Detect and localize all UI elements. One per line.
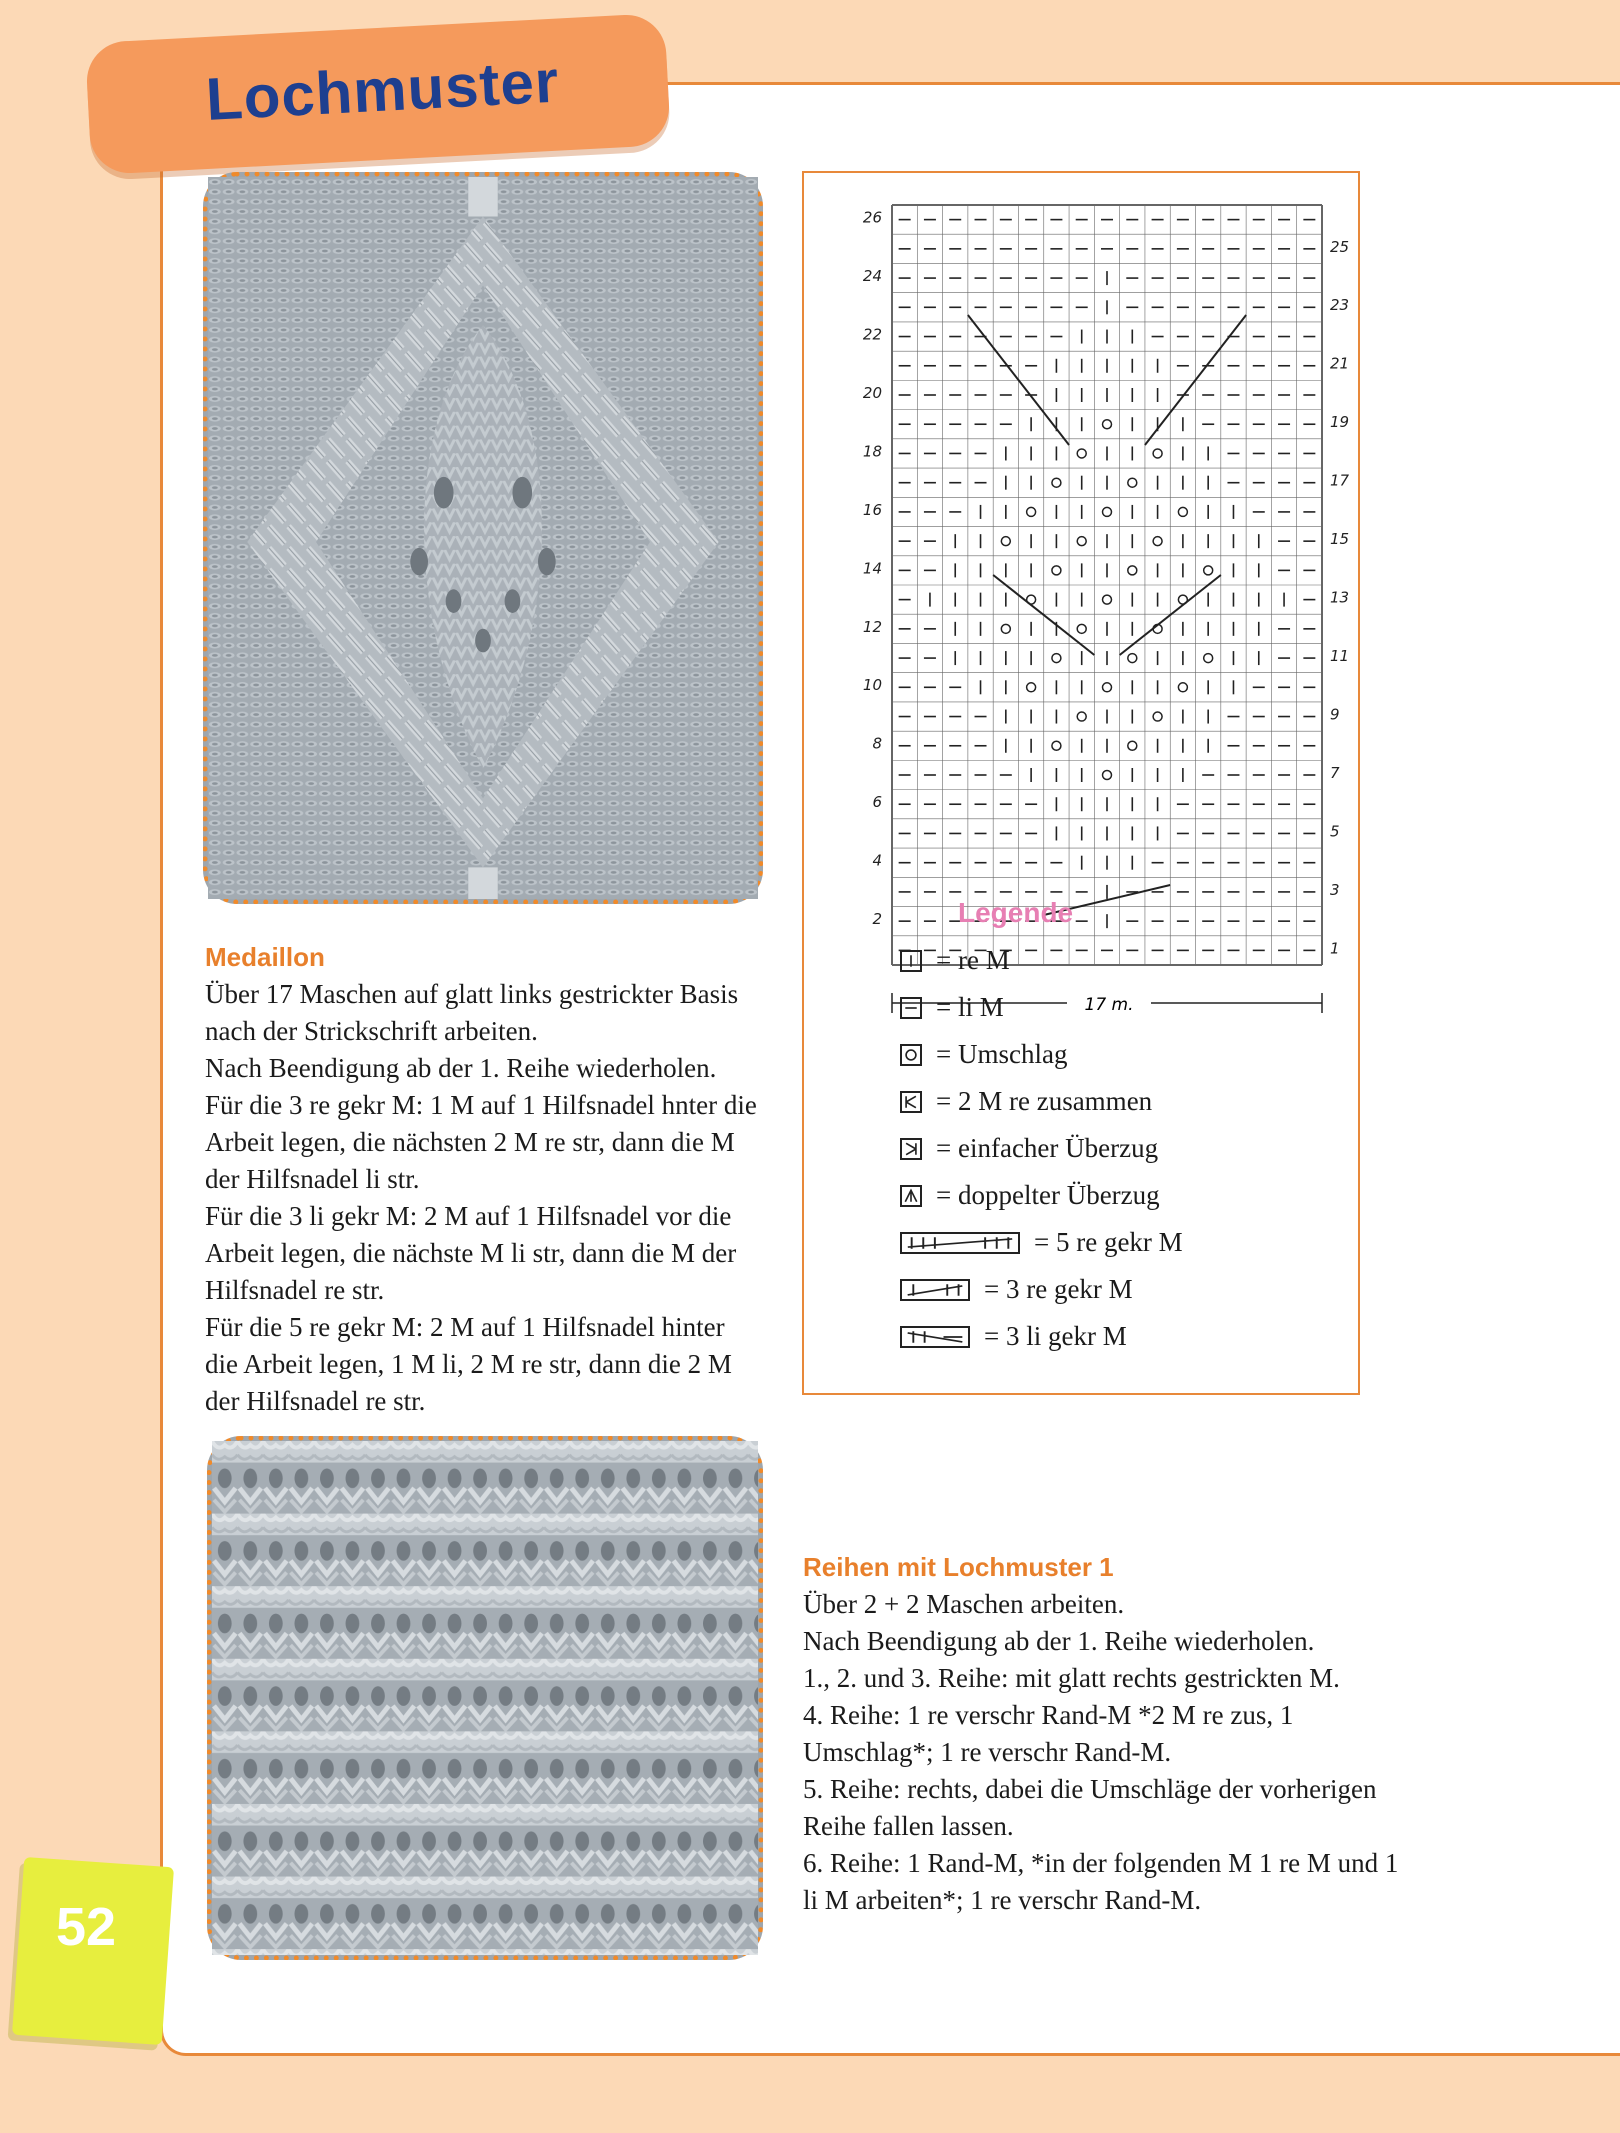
row-number-right: 17 [1330,471,1350,490]
row-number-left: 10 [862,676,882,695]
zusammen-icon [900,1091,922,1113]
row-number-left: 6 [872,793,882,812]
yarn-over-mark [1027,683,1036,692]
3-re-gekr-icon [900,1279,970,1301]
legend-label: = doppelter Überzug [936,1180,1160,1210]
yarn-over-mark [1052,741,1061,750]
yarn-over-mark [1052,566,1061,575]
legend-item [900,1266,1183,1313]
medaillon-line: Für die 5 re gekr M: 2 M auf 1 Hilfsnadel hinter [205,1312,725,1342]
legend-label: = 5 re gekr M [1034,1227,1183,1257]
row-number-right: 19 [1330,413,1350,432]
row-number-right: 7 [1330,763,1340,782]
row-number-left: 8 [872,734,882,753]
yarn-over-mark [1128,654,1137,663]
medaillon-line: der Hilfsnadel li str. [205,1164,420,1194]
row-number-right: 9 [1330,705,1340,724]
row-number-right: 1 [1330,939,1340,958]
row-number-left: 12 [862,617,882,636]
legend-item [900,1313,1183,1360]
row-number-right: 3 [1330,880,1340,899]
reihen-line: Über 2 + 2 Maschen arbeiten. [803,1589,1125,1619]
medaillon-line: Arbeit legen, die nächste M li str, dann die M der [205,1238,737,1268]
yarn-over-mark [1204,566,1213,575]
medaillon-line: Arbeit legen, die nächsten 2 M re str, dann die M [205,1127,735,1157]
chart-width-label: 17 m. [1084,995,1134,1015]
legend-label: = 3 li gekr M [984,1321,1127,1351]
3-li-gekr-icon [900,1326,970,1348]
reihen-line: li M arbeiten*; 1 re verschr Rand-M. [803,1885,1202,1915]
legend-label: = einfacher Überzug [936,1133,1159,1163]
legend-list [900,937,1183,1360]
yarn-over-mark [1178,507,1187,516]
reihen-line: 4. Reihe: 1 re verschr Rand-M *2 M re zus, 1 [803,1700,1294,1730]
row-number-left: 20 [862,383,882,402]
medaillon-line: die Arbeit legen, 1 M li, 2 M re str, dann die 2 M [205,1349,732,1379]
legend-item [900,1031,1183,1078]
yarn-over-mark [1077,712,1086,721]
page-title: Lochmuster [204,47,561,133]
yarn-over-mark [1128,566,1137,575]
yarn-over-mark [1103,595,1112,604]
page-number: 52 [56,1897,117,1957]
yarn-over-mark [1077,537,1086,546]
reihen-line: 5. Reihe: rechts, dabei die Umschläge der vorherigen [803,1774,1377,1804]
reihen-heading: Reihen mit Lochmuster 1 [803,1552,1114,1582]
ueberzug-icon [900,1138,922,1160]
legend-label: = 3 re gekr M [984,1274,1133,1304]
yarn-over-mark [1103,683,1112,692]
reihen-knit-image [212,1441,758,1955]
yarn-over-mark [1027,507,1036,516]
yarn-over-mark [1052,478,1061,487]
medaillon-knit-image [208,177,758,899]
yarn-over-mark [1103,771,1112,780]
legend-item [900,1219,1183,1266]
row-number-right: 21 [1330,354,1350,373]
row-number-right: 23 [1330,296,1350,315]
yarn-over-mark [1052,654,1061,663]
legend-label: = li M [936,992,1004,1022]
umschlag-icon [900,1044,922,1066]
medaillon-line: Hilfsnadel re str. [205,1275,385,1305]
reihen-line: 1., 2. und 3. Reihe: mit glatt rechts gestrickten M. [803,1663,1340,1693]
knitting-chart-box [802,171,1360,1395]
reihen-line: Reihe fallen lassen. [803,1811,1014,1841]
legend-item [900,1125,1183,1172]
legend-item [900,1172,1183,1219]
chart-grid [892,205,1322,965]
reihen-line: Umschlag*; 1 re verschr Rand-M. [803,1737,1172,1767]
legend-label: = Umschlag [936,1039,1068,1069]
medaillon-line: der Hilfsnadel re str. [205,1386,426,1416]
medaillon-swatch-photo [203,172,763,904]
medaillon-line: Für die 3 li gekr M: 2 M auf 1 Hilfsnadel vor die [205,1201,732,1231]
medaillon-instructions [205,976,765,1420]
yarn-over-mark [1128,741,1137,750]
row-labels-right [1330,238,1350,958]
row-number-right: 5 [1330,822,1340,841]
legend-item [900,1078,1183,1125]
yarn-over-mark [1103,420,1112,429]
row-number-left: 26 [862,208,882,227]
medaillon-line: Nach Beendigung ab der 1. Reihe wiederholen. [205,1053,717,1083]
row-number-right: 15 [1330,530,1350,549]
reihen-line: 6. Reihe: 1 Rand-M, *in der folgenden M 1 re M und 1 [803,1848,1399,1878]
medaillon-line: nach der Strickschrift arbeiten. [205,1016,538,1046]
reihen-instructions [803,1586,1423,1919]
row-number-left: 22 [862,325,882,344]
row-number-left: 2 [872,910,882,929]
row-number-right: 11 [1330,647,1350,665]
row-number-left: 14 [862,559,882,578]
yarn-over-mark [1153,537,1162,546]
legend-item [900,984,1183,1031]
re-m-icon [900,950,922,972]
5-re-gekr-icon [900,1232,1020,1254]
yarn-over-mark [1103,507,1112,516]
reihen-swatch-photo [207,1436,763,1960]
yarn-over-mark [1204,654,1213,663]
row-number-left: 4 [872,851,882,870]
row-number-right: 25 [1330,237,1350,256]
yarn-over-mark [1001,624,1010,633]
reihen-line: Nach Beendigung ab der 1. Reihe wiederholen. [803,1626,1315,1656]
medaillon-line: Für die 3 re gekr M: 1 M auf 1 Hilfsnadel hnter die [205,1090,757,1120]
li-m-icon [900,997,922,1019]
legend-title: Legende [958,897,1074,928]
row-number-left: 24 [862,267,882,285]
legend-label: = 2 M re zusammen [936,1086,1153,1116]
row-number-left: 16 [862,500,882,519]
doppelter-ueberzug-icon [900,1185,922,1207]
row-number-left: 18 [862,442,882,461]
medaillon-heading: Medaillon [205,942,325,972]
row-number-right: 13 [1330,588,1350,607]
medaillon-line: Über 17 Maschen auf glatt links gestrickter Basis [205,979,739,1009]
legend-label: = re M [936,945,1010,975]
knitting-chart [824,195,1350,1025]
yarn-over-mark [1153,712,1162,721]
yarn-over-mark [1178,683,1187,692]
yarn-over-mark [1153,449,1162,458]
yarn-over-mark [1001,537,1010,546]
yarn-over-mark [1077,449,1086,458]
legend-item [900,937,1183,984]
yarn-over-mark [1077,624,1086,633]
yarn-over-mark [1128,478,1137,487]
row-labels-left [863,209,882,929]
